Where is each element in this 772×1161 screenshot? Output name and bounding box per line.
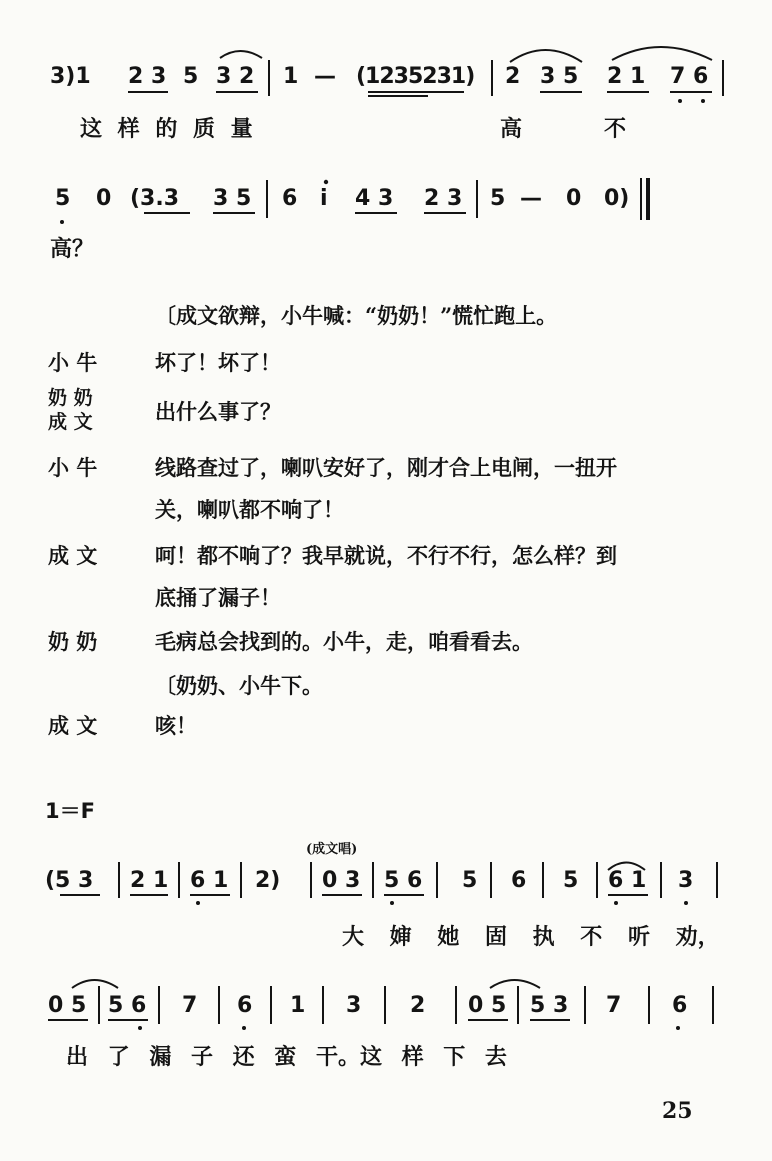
note-group: 2 xyxy=(505,64,521,89)
note-group: 2 xyxy=(410,993,426,1018)
note-group: 5 6 xyxy=(108,993,147,1018)
slur xyxy=(612,47,712,60)
dialogue-text: 呵！都不响了？我早就说，不行不行，怎么样？到 xyxy=(155,543,617,568)
note-group: — xyxy=(520,186,542,211)
note-group: 7 6 xyxy=(670,64,709,89)
slur xyxy=(72,980,118,988)
note-group: i xyxy=(320,186,328,211)
note-group: 6 1 xyxy=(608,868,647,893)
note-group: 5 xyxy=(563,868,579,893)
note-group: 0 xyxy=(96,186,112,211)
note-group: 6 1 xyxy=(190,868,229,893)
high-octave-dot xyxy=(324,180,328,184)
note-group: 7 xyxy=(606,993,622,1018)
page-number: 25 xyxy=(662,1098,693,1124)
stage-direction: 〔成文欲辩，小牛喊：“奶奶！”慌忙跑上。 xyxy=(155,303,558,328)
speaker-name: 成 文 xyxy=(48,543,98,568)
note-group: 3 xyxy=(346,993,362,1018)
lyric-line: 这 样 的 质 量 xyxy=(80,116,257,142)
speaker-name: 奶 奶 xyxy=(48,629,98,654)
note-group: 3 xyxy=(678,868,694,893)
note-group: 1 xyxy=(283,64,299,89)
dialogue-text: 咳！ xyxy=(155,713,197,738)
dialogue-text: 毛病总会找到的。小牛，走，咱看看去。 xyxy=(155,629,533,654)
note-group: 5 xyxy=(462,868,478,893)
singer-note: (成文唱) xyxy=(306,842,358,857)
speaker-name: 小 牛 xyxy=(48,455,98,480)
stage-direction: 〔奶奶、小牛下。 xyxy=(155,673,323,698)
note-group: 3 5 xyxy=(540,64,579,89)
note-group: 6 xyxy=(511,868,527,893)
note-group: 2 1 xyxy=(130,868,169,893)
note-group: (3.3 xyxy=(130,186,180,211)
note-group: 3 5 xyxy=(213,186,252,211)
lyric-word: 不 xyxy=(604,116,627,142)
lyric-word: 高 xyxy=(500,116,523,142)
note-group: 2) xyxy=(255,868,281,893)
dialogue-text: 线路查过了，喇叭安好了，刚才合上电闸，一扭开 xyxy=(155,455,617,480)
note-group: 4 3 xyxy=(355,186,394,211)
dialogue-text: 关，喇叭都不响了！ xyxy=(155,497,344,522)
note-group: (1235231) xyxy=(356,64,475,89)
dialogue-text: 出什么事了？ xyxy=(155,399,281,424)
note-group: 0) xyxy=(604,186,630,211)
note-group: 5 xyxy=(55,186,71,211)
note-group: 3 2 xyxy=(216,64,255,89)
note-group: 6 xyxy=(237,993,253,1018)
slur xyxy=(608,863,645,871)
note-group: 5 3 xyxy=(530,993,569,1018)
dialogue-text: 坏了！坏了！ xyxy=(155,350,281,375)
note-group: 7 xyxy=(182,993,198,1018)
note-group: 6 xyxy=(282,186,298,211)
note-group: 0 3 xyxy=(322,868,361,893)
note-group: 5 6 xyxy=(384,868,423,893)
note-group: 0 xyxy=(566,186,582,211)
lyric-line: 出 了 漏 子 还 蛮 干。这 样 下 去 xyxy=(66,1044,507,1070)
key-signature: 1＝F xyxy=(45,799,95,823)
note-group: 3)1 xyxy=(50,64,91,89)
dialogue-text: 底捅了漏子！ xyxy=(155,585,281,610)
note-group: 0 5 xyxy=(468,993,507,1018)
note-group: 5 xyxy=(490,186,506,211)
note-group: (5 3 xyxy=(45,868,94,893)
slur xyxy=(220,51,262,58)
note-group: 1 xyxy=(290,993,306,1018)
speaker-name: 成 文 xyxy=(48,713,98,738)
speaker-name: 成 文 xyxy=(48,411,93,433)
note-group: 2 3 xyxy=(424,186,463,211)
slur xyxy=(490,980,540,988)
note-group: 2 3 xyxy=(128,64,167,89)
note-group: — xyxy=(314,64,336,89)
note-group: 0 5 xyxy=(48,993,87,1018)
lyric-line: 大 婶 她 固 执 不 听 劝， xyxy=(342,924,720,950)
note-group: 5 xyxy=(183,64,199,89)
note-group: 2 1 xyxy=(607,64,646,89)
speaker-name: 小 牛 xyxy=(48,350,98,375)
slur xyxy=(510,50,582,62)
note-group: 6 xyxy=(672,993,688,1018)
speaker-name: 奶 奶 xyxy=(48,387,93,409)
lyric-line: 高？ xyxy=(50,236,95,262)
